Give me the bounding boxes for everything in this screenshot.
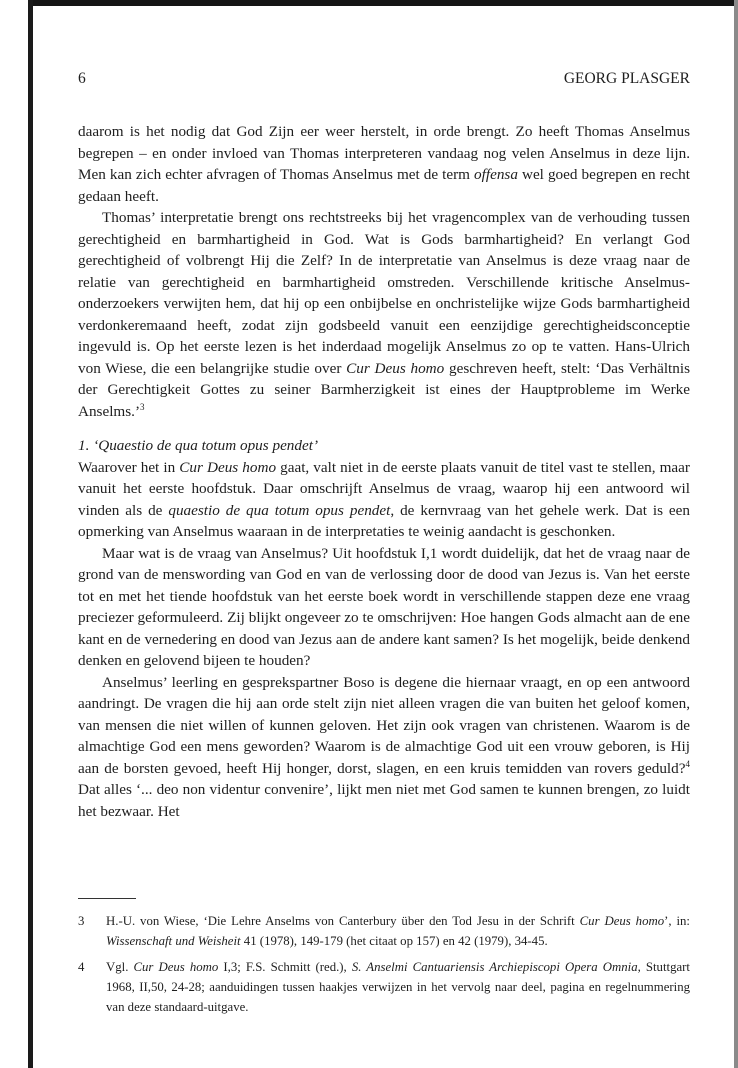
text-run: Thomas’ interpretatie brengt ons rechtstreeks bij het vragencomplex van de verhouding tussen gerechtigheid en barmhartigheid in God. Wat is Gods barmhartigheid? En verlangt God gerechtigheid of volbrengt Hij die Zelf? In de interpretatie van Anselmus is deze vraag naar de relatie van gerechtigheid en barmhartigheid omstreden. Verschillende kritische Anselmus-onderzoekers verwijten hem, dat hij op een onbijbelse en onchristelijke wijze Gods barmhartigheid verdonkeremaand heeft, zodat zijn godsbeeld vanuit een eenzijdige gerechtigheidsconceptie ingevuld is. Op het eerste lezen is het inderdaad mogelijk Anselmus zo op te vatten. Hans-Ulrich von Wiese, die een belangrijke studie over	[78, 209, 690, 377]
italic-text: Cur Deus homo	[179, 458, 277, 476]
scan-border-top	[30, 0, 738, 6]
italic-text: offensa	[474, 166, 518, 183]
footnote-text	[106, 911, 690, 951]
text-run: Waarover het in	[78, 458, 180, 476]
section-heading: 1. ‘Quaestio de qua totum opus pendet’	[78, 437, 319, 454]
text-run: 41 (1978), 149-179 (het citaat op 157) en 42 (1979), 34-45.	[240, 934, 548, 948]
italic-text: quaestio de qua totum opus pendet	[168, 501, 391, 519]
footnote-number: 3	[78, 914, 85, 928]
book-page	[78, 70, 690, 1023]
paragraph	[78, 207, 690, 422]
scan-border-right	[734, 0, 738, 1068]
text-run: Maar wat is de vraag van Anselmus? Uit hoofdstuk I,1 wordt duidelijk, dat het de vraag naar de grond van de menswording van God en van de verlossing door de dood van Jezus is. Van het eerste tot en met het tiende hoofdstuk van het eerste boek wordt in verschillende stappen deze ene vraag preciezer geformuleerd. Zij blijkt ongeveer zo te omschrijven: Hoe hangen Gods almacht aan de ene kant en de vernedering en dood van Jezus aan de andere kant samen? Is het mogelijk, beide denkend denken en gelovend bijeen te houden?	[78, 544, 690, 669]
italic-text: S. Anselmi Cantuariensis Archiepiscopi Opera Omnia,	[351, 960, 641, 974]
text-run: gaat, valt niet in de eerste plaats vanuit de titel vast te stellen, maar vanuit het eerste hoofdstuk. Daar omschrijft Anselmus de vraag, waarop hij een antwoord wil vinden als de	[78, 458, 690, 519]
footnote	[78, 911, 690, 951]
text-run: I,3; F.S. Schmitt (red.),	[218, 960, 352, 974]
scan-border-left	[28, 0, 33, 1068]
running-header	[78, 70, 690, 94]
italic-text: Wissenschaft und Weisheit	[106, 934, 241, 948]
text-run: Dat alles ‘... deo non videntur convenire’, lijkt men niet met God samen te kunnen brengen, zo luidt het bezwaar. Het	[78, 781, 690, 820]
footnote-number: 4	[78, 960, 85, 974]
page-number: 6	[78, 70, 86, 87]
footnote-text	[106, 957, 690, 1017]
text-run: wel goed begrepen en recht gedaan heeft.	[78, 166, 690, 205]
italic-text: Cur Deus homo	[346, 359, 445, 377]
text-run: Vgl.	[106, 960, 134, 974]
paragraph	[78, 672, 690, 823]
text-run: daarom is het nodig dat God Zijn eer weer herstelt, in orde brengt. Zo heeft Thomas Anselmus begrepen – en onder invloed van Thomas interpreteren vandaag nog velen Anselmus in deze lijn. Men kan zich echter afvragen of Thomas Anselmus met de term	[78, 123, 690, 183]
footnote	[78, 957, 690, 1017]
footnote-ref: 4	[685, 758, 690, 769]
paragraph	[78, 457, 690, 543]
text-run: Stuttgart 1968, II,50, 24-28; aanduidingen tussen haakjes verwijzen in het vervolg naar deel, pagina en regelnummering van deze standaard-uitgave.	[106, 960, 690, 1014]
text-run: Anselmus’ leerling en gesprekspartner Boso is degene die hiernaar vraagt, en op een antwoord aandringt. De vragen die hij aan orde stelt zijn niet alleen vragen die van buiten het geloof komen, van mensen die niet willen of kunnen geloven. Het zijn ook vragen van christenen. Waarom is de almachtige God een mens geworden? Waarom is de almachtige God uit een vrouw geboren, is Hij aan de borsten gevoed, heeft Hij honger, dorst, slagen, en een kruis temidden van rovers geduld?	[78, 673, 690, 777]
text-run: geschreven heeft, stelt: ‘Das Verhältnis der Gerechtigkeit Gottes zu seiner Barmherzigkeit ist eines der Hauptprobleme im Werke Anselms.’	[78, 359, 690, 420]
italic-text: Cur Deus homo	[579, 914, 665, 928]
text-run: H.-U. von Wiese, ‘Die Lehre Anselms von Canterbury über den Tod Jesu in der Schrift	[106, 914, 580, 928]
running-title: GEORG PLASGER	[563, 70, 690, 87]
paragraph	[78, 121, 690, 207]
italic-text: Cur Deus homo	[133, 960, 219, 974]
text-run: , de kernvraag van het gehele werk. Dat is een opmerking van Anselmus waaraan in de interpretaties te weinig aandacht is geschonken.	[78, 501, 690, 540]
text-run: ’, in:	[664, 914, 690, 928]
paragraph	[78, 543, 690, 672]
footnote-separator	[78, 898, 136, 899]
footnote-ref: 3	[140, 401, 145, 412]
